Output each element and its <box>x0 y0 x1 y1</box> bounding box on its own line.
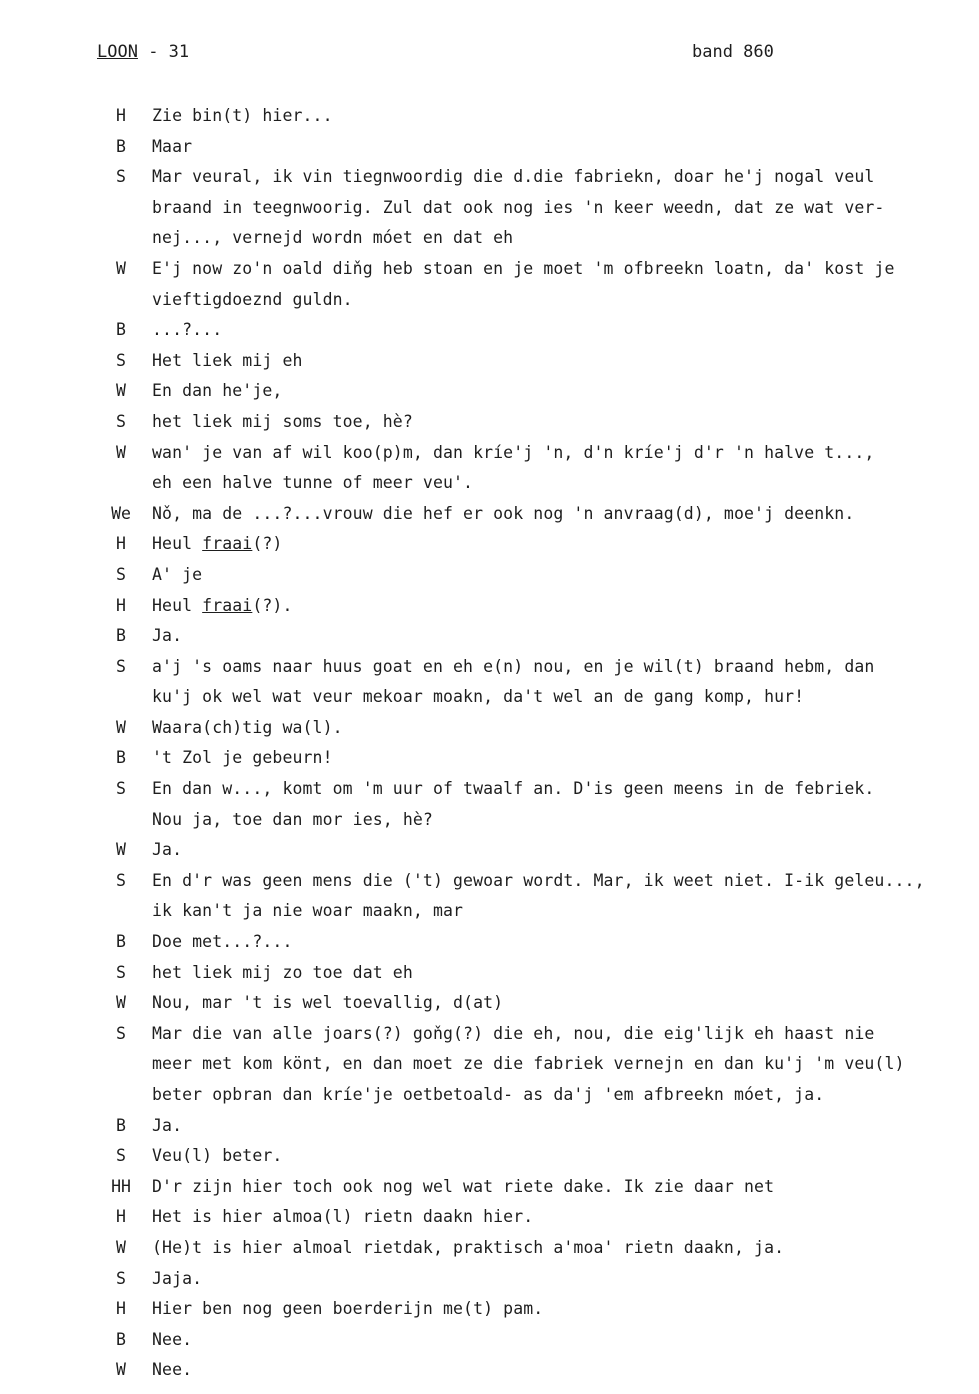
utterance-text <box>152 1172 952 1203</box>
speaker-code: We <box>111 503 131 523</box>
transcript-turn <box>0 560 979 591</box>
utterance-line: Mar die van alle joars(?) goňg(?) die eh, nou, die eig'lijk eh haast nie <box>152 1023 875 1043</box>
transcript-turn <box>0 1294 979 1325</box>
utterance-text <box>152 315 952 346</box>
utterance-line: Heul fraai(?). <box>152 595 293 615</box>
utterance-line: Nou, mar 't is wel toevallig, d(at) <box>152 993 504 1013</box>
speaker-code: B <box>116 626 126 646</box>
utterance-line: ku'j ok wel wat veur mekoar moakn, da't wel an de gang komp, hur! <box>152 687 805 707</box>
speaker-code: W <box>116 1237 126 1257</box>
speaker-code: H <box>116 595 126 615</box>
utterance-line: Waara(ch)tig wa(l). <box>152 717 343 737</box>
utterance-line: Nee. <box>152 1360 193 1380</box>
speaker-label <box>0 774 132 805</box>
speaker-code: S <box>116 1023 126 1043</box>
utterance-line: Zie bin(t) hier... <box>152 106 333 125</box>
page-header-left <box>97 42 189 62</box>
transcript-turn <box>0 132 979 163</box>
utterance-line: Ja. <box>152 1115 183 1135</box>
utterance-line: braand in teegnwoorig. Zul dat ook nog ies 'n keer weedn, dat ze wat ver- <box>152 197 885 217</box>
speaker-label <box>0 1264 132 1295</box>
speaker-code: B <box>116 1115 126 1135</box>
utterance-line: Nee. <box>152 1329 193 1349</box>
speaker-code: S <box>116 962 126 982</box>
utterance-text <box>152 743 952 774</box>
utterance-text <box>152 1325 952 1356</box>
speaker-code: B <box>116 1329 126 1349</box>
speaker-label <box>0 499 132 530</box>
speaker-code: S <box>116 350 126 370</box>
transcript-body <box>0 101 979 1386</box>
utterance-text <box>152 499 952 530</box>
speaker-label <box>0 101 132 132</box>
speaker-code: W <box>116 258 126 278</box>
speaker-label <box>0 835 132 866</box>
utterance-line: het liek mij soms toe, hè? <box>152 411 413 431</box>
speaker-code: W <box>116 840 126 860</box>
utterance-text <box>152 1111 952 1142</box>
transcript-turn <box>0 1264 979 1295</box>
utterance-line: Ja. <box>152 626 183 646</box>
utterance-line: beter opbran dan kríe'je oetbetoald- as da'j 'em afbreekn móet, ja. <box>152 1085 825 1104</box>
speaker-label <box>0 376 132 407</box>
utterance-line: meer met kom könt, en dan moet ze die fabriek vernejn en dan ku'j 'm veu(l) <box>152 1054 905 1074</box>
place-name: LOON <box>97 42 138 62</box>
transcript-turn <box>0 101 979 132</box>
transcript-turn <box>0 1172 979 1203</box>
utterance-line: (He)t is hier almoal rietdak, praktisch a'moa' rietn daakn, ja. <box>152 1237 785 1257</box>
speaker-code: S <box>116 1268 126 1288</box>
transcript-turn <box>0 958 979 989</box>
tape-label: band 860 <box>692 42 774 62</box>
utterance-text <box>152 376 952 407</box>
utterance-text <box>152 162 952 254</box>
utterance-line: En dan he'je, <box>152 381 283 401</box>
speaker-code: S <box>116 564 126 584</box>
transcript-turn <box>0 1141 979 1172</box>
transcript-turn <box>0 1355 979 1386</box>
utterance-line: wan' je van af wil koo(p)m, dan kríe'j 'n, d'n kríe'j d'r 'n halve t..., <box>152 442 875 462</box>
utterance-text <box>152 652 952 713</box>
speaker-label <box>0 652 132 683</box>
transcript-turn <box>0 866 979 927</box>
utterance-line: eh een halve tunne of meer veu'. <box>152 473 474 493</box>
transcript-turn <box>0 988 979 1019</box>
transcript-turn <box>0 1019 979 1111</box>
speaker-label <box>0 1294 132 1325</box>
utterance-line: E'j now zo'n oald diňg heb stoan en je moet 'm ofbreekn loatn, da' kost je <box>152 258 895 278</box>
speaker-label <box>0 132 132 163</box>
utterance-line: Hier ben nog geen boerderijn me(t) pam. <box>152 1299 544 1319</box>
speaker-code: H <box>116 1299 126 1319</box>
speaker-code: W <box>116 717 126 737</box>
speaker-label <box>0 1202 132 1233</box>
utterance-line: Maar <box>152 136 193 156</box>
speaker-label <box>0 1172 132 1203</box>
speaker-label <box>0 438 132 469</box>
transcript-turn <box>0 162 979 254</box>
utterance-text <box>152 346 952 377</box>
utterance-line: 't Zol je gebeurn! <box>152 748 333 768</box>
utterance-line: Nou ja, toe dan mor ies, hè? <box>152 809 433 829</box>
speaker-code: W <box>116 442 126 462</box>
transcript-turn <box>0 835 979 866</box>
transcript-turn <box>0 254 979 315</box>
transcript-turn <box>0 438 979 499</box>
speaker-label <box>0 621 132 652</box>
speaker-label <box>0 591 132 622</box>
transcript-turn <box>0 1111 979 1142</box>
speaker-label <box>0 1355 132 1386</box>
speaker-code: S <box>116 411 126 431</box>
speaker-label <box>0 254 132 285</box>
utterance-text <box>152 1294 952 1325</box>
utterance-text <box>152 866 952 927</box>
speaker-code: W <box>116 993 126 1013</box>
utterance-text <box>152 927 952 958</box>
utterance-line: En dan w..., komt om 'm uur of twaalf an. D'is geen meens in de febriek. <box>152 779 875 799</box>
transcript-turn <box>0 652 979 713</box>
utterance-line: vieftigdoeznd guldn. <box>152 289 353 309</box>
transcript-turn <box>0 407 979 438</box>
speaker-label <box>0 866 132 897</box>
speaker-code: S <box>116 779 126 799</box>
speaker-label <box>0 1111 132 1142</box>
utterance-line: Ja. <box>152 840 183 860</box>
utterance-text <box>152 1355 952 1386</box>
speaker-label <box>0 988 132 1019</box>
speaker-label <box>0 560 132 591</box>
transcript-turn <box>0 743 979 774</box>
transcript-turn <box>0 1325 979 1356</box>
transcript-turn <box>0 346 979 377</box>
utterance-text <box>152 1202 952 1233</box>
utterance-text <box>152 713 952 744</box>
utterance-text <box>152 835 952 866</box>
utterance-text <box>152 1233 952 1264</box>
transcript-turn <box>0 315 979 346</box>
speaker-label <box>0 529 132 560</box>
speaker-code: B <box>116 136 126 156</box>
speaker-label <box>0 407 132 438</box>
utterance-text <box>152 958 952 989</box>
speaker-label <box>0 1233 132 1264</box>
speaker-code: W <box>116 381 126 401</box>
utterance-line: Heul fraai(?) <box>152 534 283 554</box>
transcript-turn <box>0 591 979 622</box>
speaker-label <box>0 1019 132 1050</box>
speaker-code: S <box>116 870 126 890</box>
speaker-label <box>0 1141 132 1172</box>
utterance-line: Jaja. <box>152 1268 203 1288</box>
speaker-label <box>0 743 132 774</box>
transcript-turn <box>0 1202 979 1233</box>
utterance-text <box>152 101 952 132</box>
speaker-code: B <box>116 932 126 952</box>
underlined-word: fraai <box>202 595 253 615</box>
utterance-line: ...?... <box>152 320 223 340</box>
utterance-text <box>152 438 952 499</box>
utterance-text <box>152 254 952 315</box>
utterance-text <box>152 621 952 652</box>
transcript-turn <box>0 927 979 958</box>
utterance-text <box>152 591 952 622</box>
utterance-text <box>152 529 952 560</box>
utterance-line: ik kan't ja nie woar maakn, mar <box>152 901 464 921</box>
transcript-turn <box>0 376 979 407</box>
utterance-text <box>152 407 952 438</box>
utterance-line: En d'r was geen mens die ('t) gewoar wordt. Mar, ik weet niet. I-ik geleu..., <box>152 870 925 890</box>
speaker-label <box>0 927 132 958</box>
speaker-label <box>0 162 132 193</box>
utterance-line: D'r zijn hier toch ook nog wel wat riete dake. Ik zie daar net <box>152 1176 775 1196</box>
utterance-text <box>152 1019 952 1111</box>
utterance-line: Nǒ, ma de ...?...vrouw die hef er ook nog 'n anvraag(d), moe'j deenkn. <box>152 503 855 523</box>
transcript-turn <box>0 713 979 744</box>
transcript-turn <box>0 499 979 530</box>
speaker-label <box>0 346 132 377</box>
speaker-label <box>0 713 132 744</box>
utterance-line: nej..., vernejd wordn móet en dat eh <box>152 228 514 248</box>
utterance-line: A' je <box>152 564 203 584</box>
speaker-label <box>0 958 132 989</box>
speaker-label <box>0 315 132 346</box>
speaker-code: S <box>116 1146 126 1166</box>
utterance-text <box>152 560 952 591</box>
transcript-turn <box>0 774 979 835</box>
speaker-label <box>0 1325 132 1356</box>
utterance-text <box>152 132 952 163</box>
utterance-text <box>152 1141 952 1172</box>
underlined-word: fraai <box>202 534 253 554</box>
speaker-code: B <box>116 320 126 340</box>
speaker-code: S <box>116 656 126 676</box>
transcript-turn <box>0 529 979 560</box>
speaker-code: B <box>116 748 126 768</box>
utterance-line: Veu(l) beter. <box>152 1146 283 1166</box>
speaker-code: H <box>116 534 126 554</box>
utterance-line: Mar veural, ik vin tiegnwoordig die d.die fabriekn, doar he'j nogal veul <box>152 167 875 187</box>
utterance-text <box>152 1264 952 1295</box>
speaker-code: HH <box>111 1176 131 1196</box>
speaker-code: S <box>116 167 126 187</box>
utterance-line: Het is hier almoa(l) rietn daakn hier. <box>152 1207 534 1227</box>
utterance-line: het liek mij zo toe dat eh <box>152 962 413 982</box>
speaker-code: H <box>116 1207 126 1227</box>
transcript-turn <box>0 1233 979 1264</box>
utterance-text <box>152 988 952 1019</box>
speaker-code: W <box>116 1360 126 1380</box>
utterance-line: Doe met...?... <box>152 932 293 952</box>
utterance-line: Het liek mij eh <box>152 350 303 370</box>
page-number: - 31 <box>137 42 190 62</box>
utterance-line: a'j 's oams naar huus goat en eh e(n) nou, en je wil(t) braand hebm, dan <box>152 656 875 676</box>
utterance-text <box>152 774 952 835</box>
transcript-turn <box>0 621 979 652</box>
speaker-code: H <box>116 106 126 125</box>
